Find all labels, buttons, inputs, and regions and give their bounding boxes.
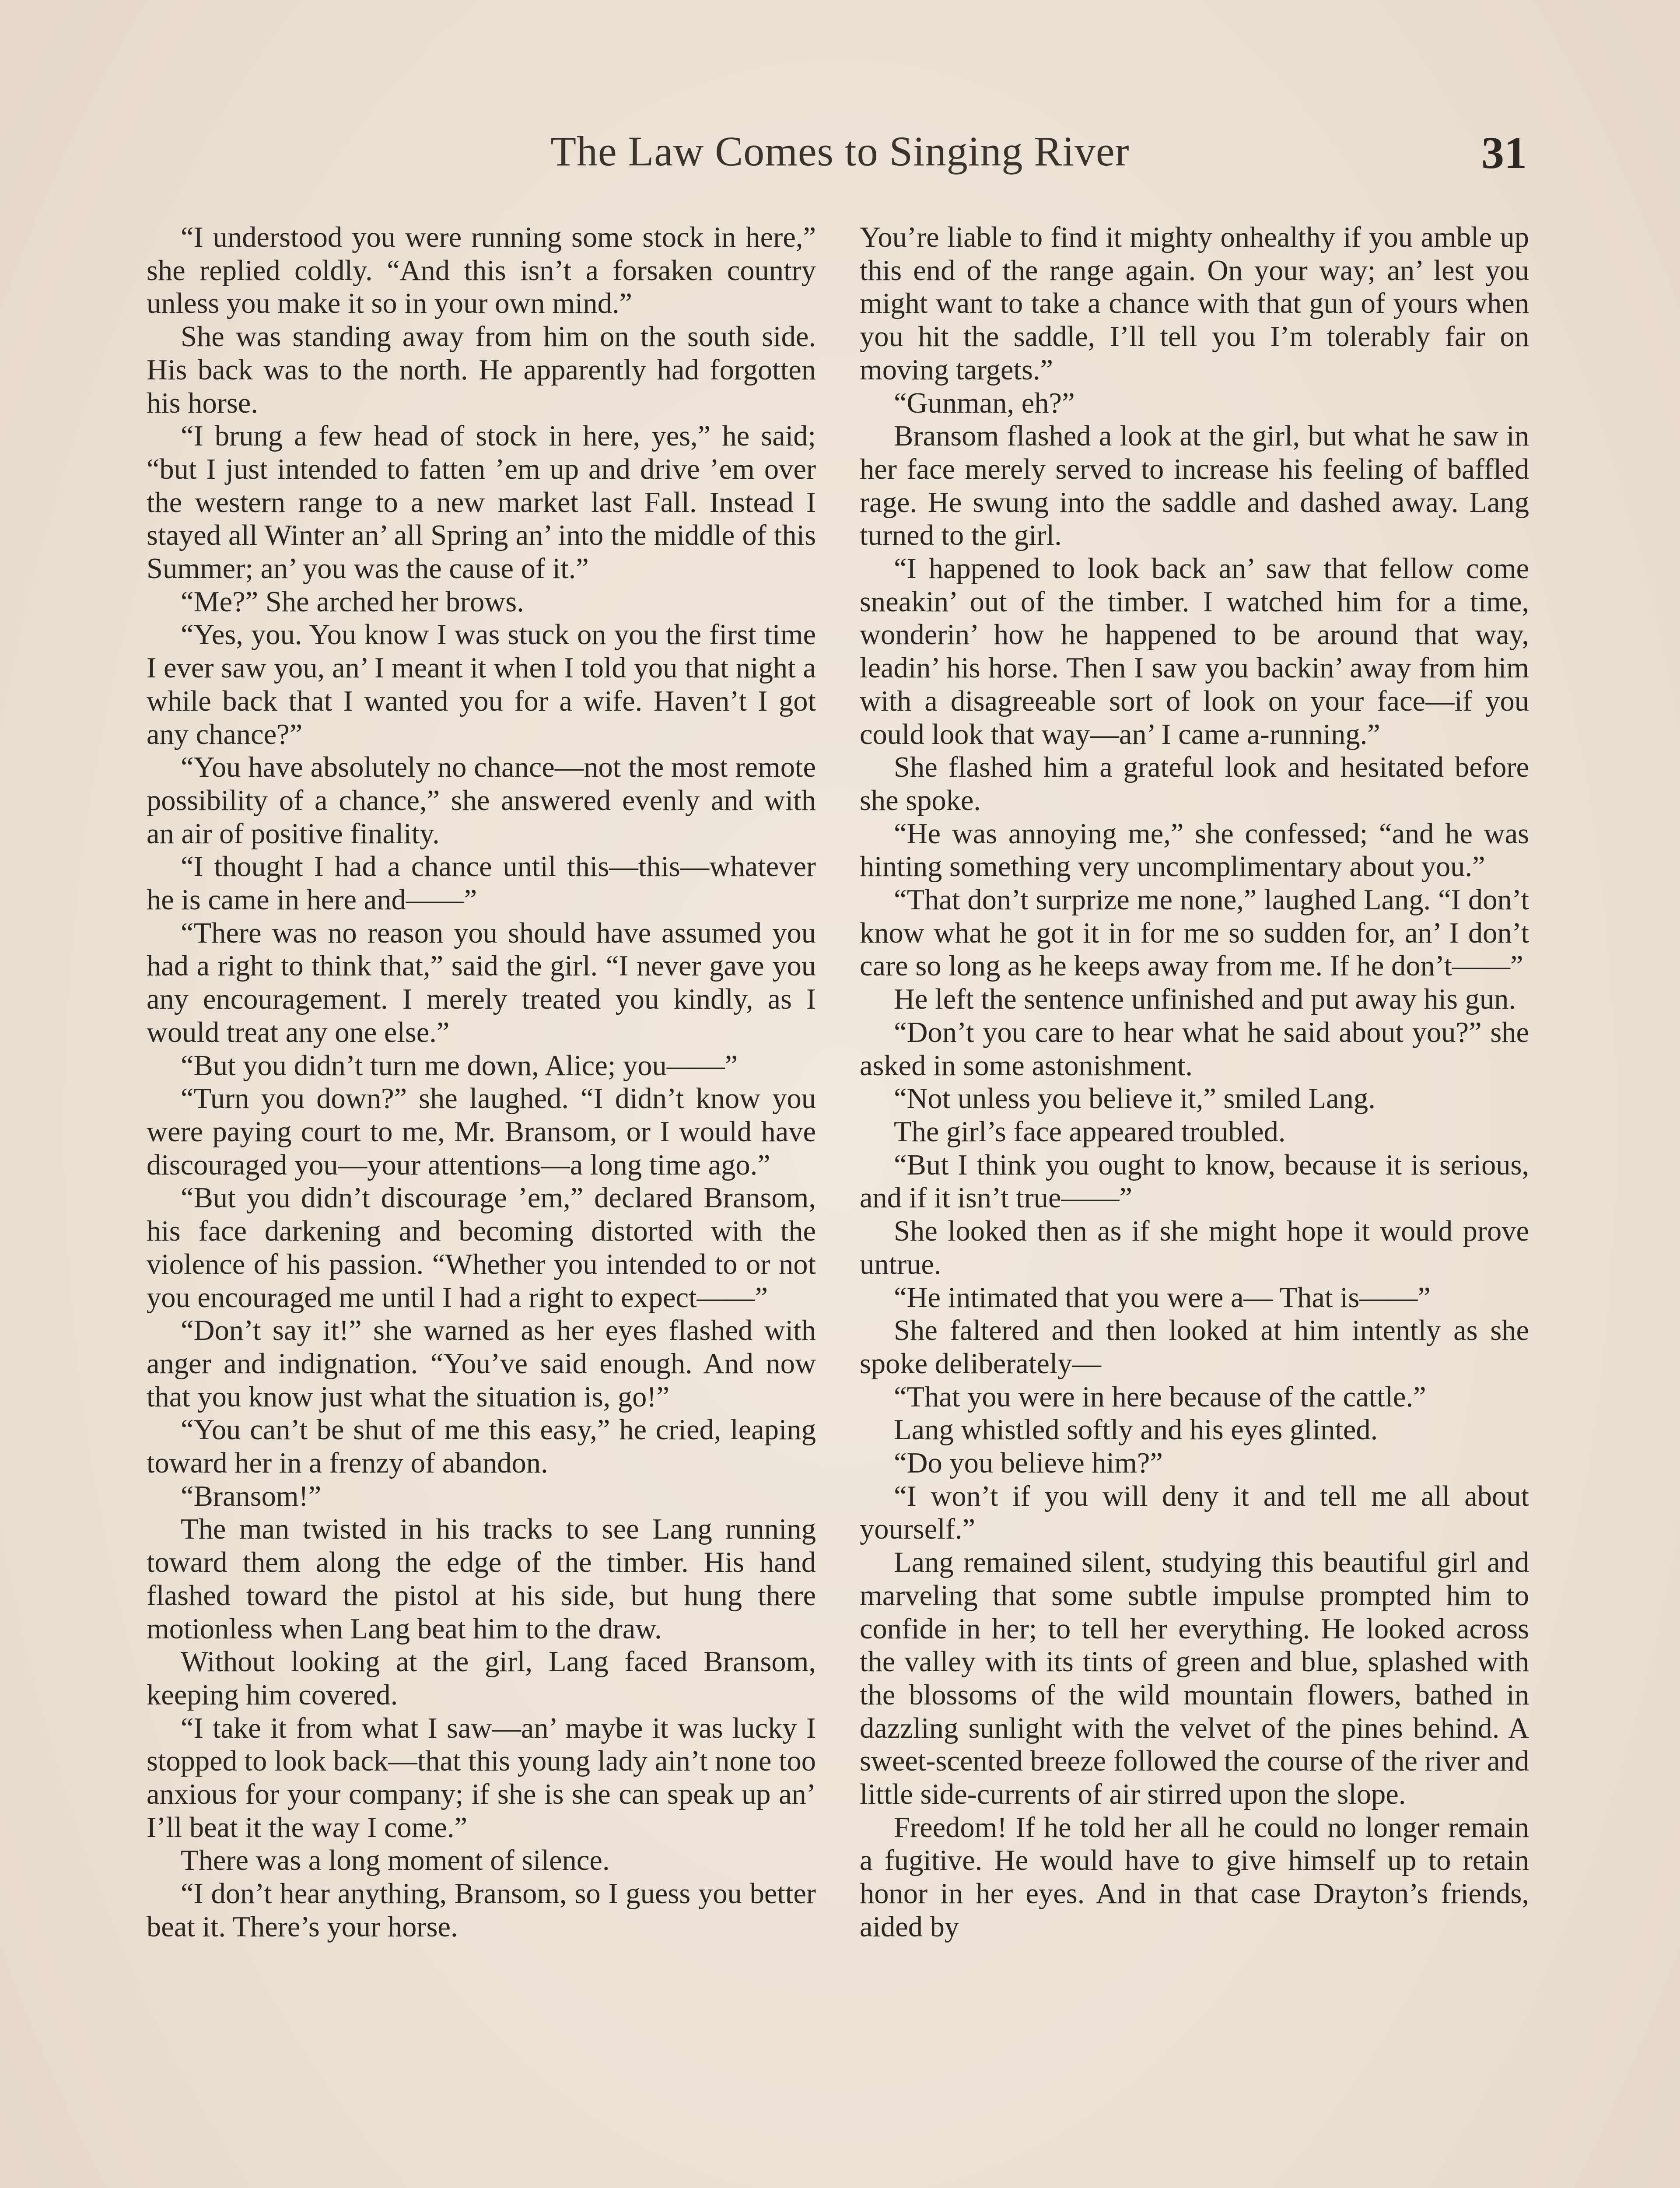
paragraph: She looked then as if she might hope it would prove untrue. <box>860 1215 1529 1280</box>
paragraph: “I brung a few head of stock in here, yes,” he said; “but I just intended to fatten ’em up and drive ’em over the western range to a new market last Fall. Instead I stayed all Winter an’ all Spring an’ into the middle of this Summer; an’ you was the cause of it.” <box>147 420 816 585</box>
paragraph: “That you were in here because of the cattle.” <box>894 1381 1426 1413</box>
paragraph: “But I think you ought to know, because it is serious, and if it isn’t true——” <box>860 1149 1529 1214</box>
paragraph: The girl’s face appeared troubled. <box>894 1115 1286 1148</box>
paragraph: “I won’t if you will deny it and tell me all about yourself.” <box>860 1480 1529 1546</box>
page-number: 31 <box>1481 128 1527 178</box>
paragraph: “I understood you were running some stock in here,” she replied coldly. “And this isn’t a forsaken country unless you make it so in your own mind.” <box>147 221 816 320</box>
paragraph: “Not unless you believe it,” smiled Lang. <box>894 1083 1376 1115</box>
paragraph: Bransom flashed a look at the girl, but what he saw in her face merely served to increase his feeling of baffled rage. He swung into the saddle and dashed away. Lang turned to the girl. <box>860 420 1529 552</box>
paragraph: “You have absolutely no chance—not the most remote possibility of a chance,” she answered evenly and with an air of positive finality. <box>147 751 816 850</box>
paragraph: “Don’t you care to hear what he said about you?” she asked in some astonishment. <box>860 1016 1529 1082</box>
paragraph: “Bransom!” <box>181 1480 322 1512</box>
paragraph: “You can’t be shut of me this easy,” he cried, leaping toward her in a frenzy of abandon. <box>147 1414 816 1480</box>
paragraph: “But you didn’t turn me down, Alice; you——” <box>181 1049 738 1082</box>
paragraph: “He was annoying me,” she confessed; “and he was hinting something very uncomplimentary about you.” <box>860 817 1529 883</box>
paragraph: “I thought I had a chance until this—this—whatever he is came in here and——” <box>147 851 816 916</box>
left-column <box>147 221 816 2188</box>
paragraph: “But you didn’t discourage ’em,” declared Bransom, his face darkening and becoming distorted with the violence of his passion. “Whether you intended to or not you encouraged me until I had a right to expect——” <box>147 1182 816 1314</box>
right-column <box>860 221 1529 2188</box>
paragraph: Lang whistled softly and his eyes glinted. <box>894 1414 1378 1446</box>
paragraph: She faltered and then looked at him intently as she spoke deliberately— <box>860 1315 1529 1380</box>
paragraph: Without looking at the girl, Lang faced Bransom, keeping him covered. <box>147 1646 816 1711</box>
paragraph: “That don’t surprize me none,” laughed Lang. “I don’t know what he got it in for me so sudden for, an’ I don’t care so long as he keeps away from me. If he don’t——” <box>860 884 1529 982</box>
paragraph: “Turn you down?” she laughed. “I didn’t know you were paying court to me, Mr. Bransom, or I would have discouraged you—your attentions—a long time ago.” <box>147 1083 816 1181</box>
paragraph: You’re liable to find it mighty onhealthy if you amble up this end of the range again. On your way; an’ lest you might want to take a chance with that gun of yours when you hit the saddle, I’ll tell you I’m tolerably fair on moving targets.” <box>860 221 1529 386</box>
paragraph: “I happened to look back an’ saw that fellow come sneakin’ out of the timber. I watched him for a time, wonderin’ how he happened to be around that way, leadin’ his horse. Then I saw you backin’ away from him with a disagreeable sort of look on your face—if you could look that way—an’ I came a-running.” <box>860 553 1529 750</box>
paragraph: “I don’t hear anything, Bransom, so I guess you better beat it. There’s your horse. <box>147 1878 816 1943</box>
paragraph: “I take it from what I saw—an’ maybe it was lucky I stopped to look back—that this young lady ain’t none too anxious for your company; if she is she can speak up an’ I’ll beat it the way I come.” <box>147 1712 816 1844</box>
paragraph: “Do you believe him?” <box>894 1447 1163 1480</box>
running-title: The Law Comes to Singing River <box>550 128 1130 175</box>
paragraph: “Gunman, eh?” <box>894 387 1075 419</box>
paragraph: “Don’t say it!” she warned as her eyes flashed with anger and indignation. “You’ve said enough. And now that you know just what the situation is, go!” <box>147 1315 816 1413</box>
paragraph: She flashed him a grateful look and hesitated before she spoke. <box>860 751 1529 817</box>
paragraph: He left the sentence unfinished and put away his gun. <box>894 983 1516 1016</box>
text-columns <box>147 221 1529 2188</box>
paragraph: The man twisted in his tracks to see Lang running toward them along the edge of the timber. His hand flashed toward the pistol at his side, but hung there motionless when Lang beat him to the draw. <box>147 1513 816 1645</box>
page-header <box>0 127 1680 188</box>
paragraph: “He intimated that you were a— That is——” <box>894 1281 1431 1314</box>
paragraph: “Yes, you. You know I was stuck on you the first time I ever saw you, an’ I meant it when I told you that night a while back that I wanted you for a wife. Haven’t I got any chance?” <box>147 619 816 750</box>
paragraph: “Me?” She arched her brows. <box>181 586 524 618</box>
paragraph: She was standing away from him on the south side. His back was to the north. He apparently had forgotten his horse. <box>147 321 816 419</box>
paragraph: There was a long moment of silence. <box>181 1844 610 1877</box>
paragraph: Lang remained silent, studying this beautiful girl and marveling that some subtle impulse prompted him to confide in her; to tell her everything. He looked across the valley with its tints of green and blue, splashed with the blossoms of the wild mountain flowers, bathed in dazzling sunlight with the velvet of the pines behind. A sweet-scented breeze followed the course of the river and little side-currents of air stirred upon the slope. <box>860 1546 1529 1811</box>
paragraph: “There was no reason you should have assumed you had a right to think that,” said the girl. “I never gave you any encouragement. I merely treated you kindly, as I would treat any one else.” <box>147 917 816 1048</box>
paragraph: Freedom! If he told her all he could no longer remain a fugitive. He would have to give himself up to retain honor in her eyes. And in that case Drayton’s friends, aided by <box>860 1811 1529 1943</box>
